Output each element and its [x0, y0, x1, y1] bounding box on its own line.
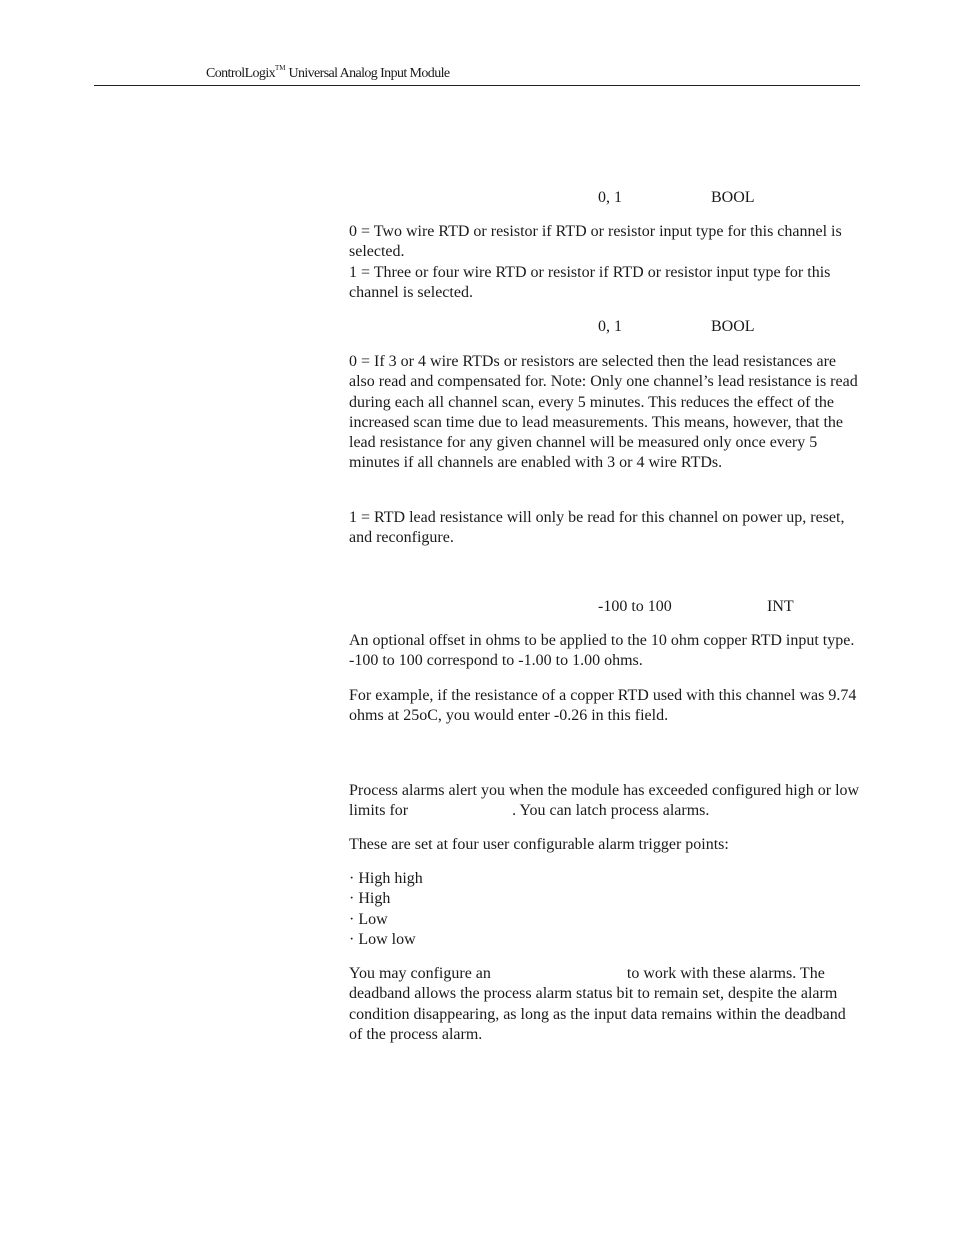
header-subtitle: Universal Analog Input Module [288, 66, 450, 81]
alarm-point-high-high: · High high [349, 870, 423, 887]
deadband-part1: You may configure an [349, 965, 491, 982]
trademark-mark: TM [275, 64, 286, 72]
alarm-points-list [349, 869, 861, 950]
field3-values: -100 to 100 [598, 598, 672, 615]
field2-desc-para1: 0 = If 3 or 4 wire RTDs or resistors are selected then the lead resistances are also read and compensated for. Note: Only one channel’s lead resistance is read during each all channel scan, every 5 minutes. This reduces the effect of the increased scan time due to lead measurements. This means, however, that the lead resistance for any given channel will be measured only once every 5 minutes if all channels are enabled with 3 or 4 wire RTDs. [349, 353, 858, 472]
field3-desc-para1: An optional offset in ohms to be applied to the 10 ohm copper RTD input type. -100 to 100 correspond to -1.00 to 1.00 ohms. [349, 632, 855, 670]
process-alarms-intro-part2: . You can latch process alarms. [512, 802, 710, 820]
process-alarms-intro [349, 781, 861, 822]
field2-values: 0, 1 [598, 318, 622, 335]
alarm-point-high: · High [349, 890, 391, 908]
field2-datatype: BOOL [711, 318, 755, 335]
alarm-points-intro: These are set at four user configurable alarm trigger points: [349, 836, 729, 853]
header-title: ControlLogix [206, 66, 276, 81]
running-header [206, 64, 450, 82]
process-alarms-intro-part1: Process alarms alert you when the module has exceeded configured high or low limits for [349, 782, 860, 820]
alarm-point-low: · Low [349, 910, 388, 928]
deadband-paragraph [349, 964, 861, 1045]
field3-datatype: INT [767, 598, 794, 615]
field3-desc-para2: For example, if the resistance of a copper RTD used with this channel was 9.74 ohms at 25oC, you would enter -0.26 in this field. [349, 687, 857, 725]
field1-desc-line1: 0 = Two wire RTD or resistor if RTD or resistor input type for this channel is selected. [349, 223, 842, 261]
field2-desc-para2: 1 = RTD lead resistance will only be read for this channel on power up, reset, and reconfigure. [349, 509, 845, 547]
field1-datatype: BOOL [711, 189, 755, 206]
alarm-point-low-low: · Low low [349, 930, 416, 948]
deadband-part2: to work with these alarms. The deadband allows the process alarm status bit to remain set, despite the alarm condition disappearing, as long as the input data remains within the deadband of the process alarm. [349, 965, 846, 1043]
field1-values: 0, 1 [598, 189, 622, 206]
header-rule [94, 85, 860, 86]
field1-desc-line2: 1 = Three or four wire RTD or resistor if RTD or resistor input type for this channel is selected. [349, 264, 831, 302]
